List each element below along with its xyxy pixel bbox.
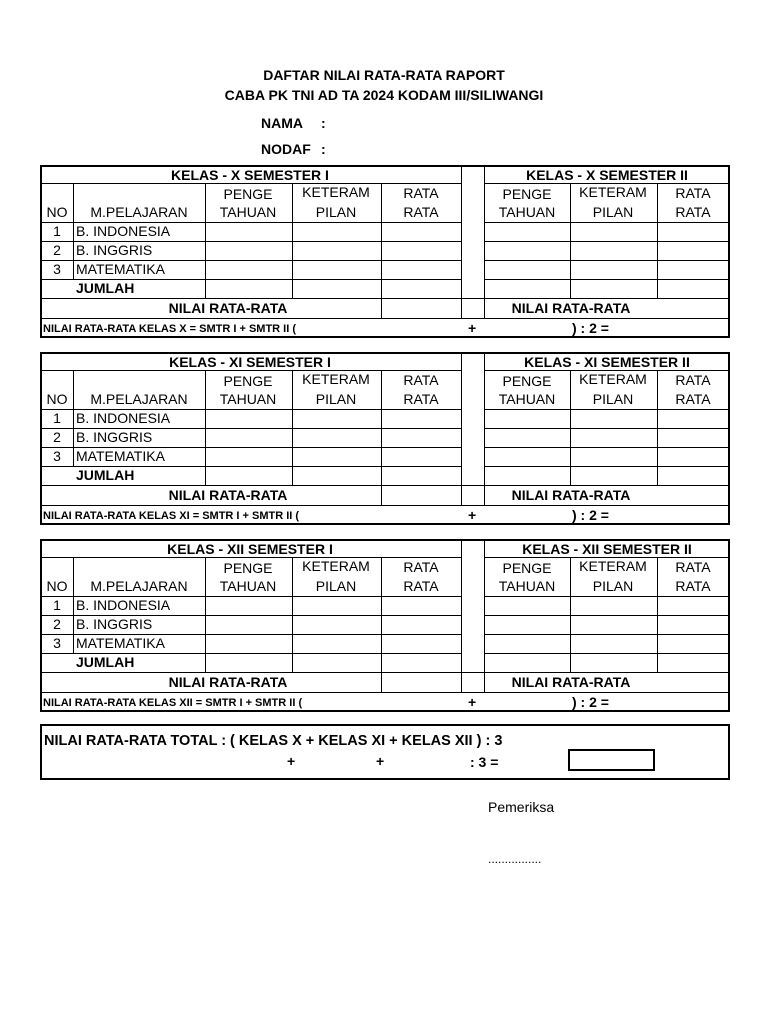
col-rata-4: RATA xyxy=(675,391,711,407)
nilai-rata-rata-sem1: NILAI RATA-RATA xyxy=(168,487,288,503)
class-formula: NILAI RATA-RATA KELAS X = SMTR I + SMTR II ( xyxy=(43,323,296,335)
total-plus-2: + xyxy=(376,753,385,769)
col-pilan: PILAN xyxy=(315,204,357,220)
formula-end: ) : 2 = xyxy=(572,320,609,336)
jumlah-label: JUMLAH xyxy=(76,654,135,670)
nilai-rata-rata-sem1: NILAI RATA-RATA xyxy=(168,674,288,690)
subject-no: 2 xyxy=(53,616,61,632)
nama-colon: : xyxy=(321,115,326,131)
subject-no: 1 xyxy=(53,410,61,426)
semester-2-header: KELAS - XI SEMESTER II xyxy=(524,354,690,370)
subject-no: 3 xyxy=(53,261,61,277)
subject-no: 2 xyxy=(53,429,61,445)
formula-plus: + xyxy=(468,694,477,710)
nodaf-label: NODAF xyxy=(261,141,311,157)
col-rata-3: RATA xyxy=(675,559,711,575)
subject-name: MATEMATIKA xyxy=(76,448,165,464)
semester-2-header: KELAS - XII SEMESTER II xyxy=(522,541,692,557)
col-rata-2: RATA xyxy=(403,204,439,220)
col-rata-2: RATA xyxy=(403,391,439,407)
total-result-field[interactable] xyxy=(568,749,655,771)
col-pilan-2: PILAN xyxy=(592,578,634,594)
subject-no: 3 xyxy=(53,635,61,651)
col-pilan: PILAN xyxy=(315,578,357,594)
col-rata: RATA xyxy=(403,559,439,575)
subject-name: B. INDONESIA xyxy=(76,597,171,613)
col-keteram-2: KETERAM xyxy=(579,371,647,387)
col-rata: RATA xyxy=(403,372,439,388)
subject-no: 1 xyxy=(53,223,61,239)
col-tahuan-2: TAHUAN xyxy=(498,204,556,220)
col-rata-3: RATA xyxy=(675,372,711,388)
pemeriksa-label: Pemeriksa xyxy=(488,799,555,815)
col-pilan-2: PILAN xyxy=(592,204,634,220)
col-pilan-2: PILAN xyxy=(592,391,634,407)
col-pilan: PILAN xyxy=(315,391,357,407)
total-plus-1: + xyxy=(287,753,296,769)
col-tahuan-2: TAHUAN xyxy=(498,391,556,407)
col-tahuan-2: TAHUAN xyxy=(498,578,556,594)
col-keteram: KETERAM xyxy=(302,558,370,574)
col-no: NO xyxy=(46,578,68,594)
subject-name: B. INGGRIS xyxy=(76,429,153,445)
col-penge-2: PENGE xyxy=(502,186,552,202)
nilai-rata-rata-sem2: NILAI RATA-RATA xyxy=(511,487,631,503)
subject-no: 1 xyxy=(53,597,61,613)
col-rata: RATA xyxy=(403,185,439,201)
total-formula: NILAI RATA-RATA TOTAL : ( KELAS X + KELAS XI + KELAS XII ) : 3 xyxy=(44,733,503,749)
col-tahuan: TAHUAN xyxy=(219,204,277,220)
col-tahuan: TAHUAN xyxy=(219,578,277,594)
col-mapel: M.PELAJARAN xyxy=(90,204,188,220)
col-penge-2: PENGE xyxy=(502,373,552,389)
total-divide: : 3 = xyxy=(470,754,499,770)
formula-plus: + xyxy=(468,507,477,523)
document-subtitle: CABA PK TNI AD TA 2024 KODAM III/SILIWANGI xyxy=(224,87,544,103)
jumlah-label: JUMLAH xyxy=(76,280,135,296)
col-mapel: M.PELAJARAN xyxy=(90,391,188,407)
col-penge-2: PENGE xyxy=(502,560,552,576)
nilai-rata-rata-sem1: NILAI RATA-RATA xyxy=(168,300,288,316)
col-mapel: M.PELAJARAN xyxy=(90,578,188,594)
subject-name: MATEMATIKA xyxy=(76,635,165,651)
jumlah-label: JUMLAH xyxy=(76,467,135,483)
col-rata-4: RATA xyxy=(675,578,711,594)
nilai-rata-rata-sem2: NILAI RATA-RATA xyxy=(511,674,631,690)
col-no: NO xyxy=(46,204,68,220)
subject-name: B. INDONESIA xyxy=(76,223,171,239)
subject-name: B. INDONESIA xyxy=(76,410,171,426)
class-formula: NILAI RATA-RATA KELAS XI = SMTR I + SMTR II ( xyxy=(43,510,300,522)
formula-plus: + xyxy=(468,320,477,336)
semester-1-header: KELAS - X SEMESTER I xyxy=(171,167,329,183)
signature-line: ................ xyxy=(488,852,542,866)
formula-end: ) : 2 = xyxy=(572,507,609,523)
semester-1-header: KELAS - XI SEMESTER I xyxy=(169,354,331,370)
nodaf-colon: : xyxy=(321,141,326,157)
col-rata-2: RATA xyxy=(403,578,439,594)
grade-table xyxy=(40,165,730,337)
col-rata-4: RATA xyxy=(675,204,711,220)
subject-no: 3 xyxy=(53,448,61,464)
col-keteram-2: KETERAM xyxy=(579,558,647,574)
subject-no: 2 xyxy=(53,242,61,258)
semester-2-header: KELAS - X SEMESTER II xyxy=(526,167,688,183)
col-keteram-2: KETERAM xyxy=(579,184,647,200)
col-penge: PENGE xyxy=(223,560,273,576)
subject-name: B. INGGRIS xyxy=(76,616,153,632)
col-rata-3: RATA xyxy=(675,185,711,201)
grade-table xyxy=(40,352,730,524)
semester-1-header: KELAS - XII SEMESTER I xyxy=(167,541,333,557)
col-penge: PENGE xyxy=(223,186,273,202)
col-penge: PENGE xyxy=(223,373,273,389)
document-title: DAFTAR NILAI RATA-RATA RAPORT xyxy=(263,67,505,83)
grade-table xyxy=(40,539,730,711)
subject-name: B. INGGRIS xyxy=(76,242,153,258)
col-no: NO xyxy=(46,391,68,407)
formula-end: ) : 2 = xyxy=(572,694,609,710)
subject-name: MATEMATIKA xyxy=(76,261,165,277)
col-keteram: KETERAM xyxy=(302,371,370,387)
nilai-rata-rata-sem2: NILAI RATA-RATA xyxy=(511,300,631,316)
class-formula: NILAI RATA-RATA KELAS XII = SMTR I + SMTR II ( xyxy=(43,697,303,709)
col-tahuan: TAHUAN xyxy=(219,391,277,407)
col-keteram: KETERAM xyxy=(302,184,370,200)
nama-label: NAMA xyxy=(261,115,303,131)
